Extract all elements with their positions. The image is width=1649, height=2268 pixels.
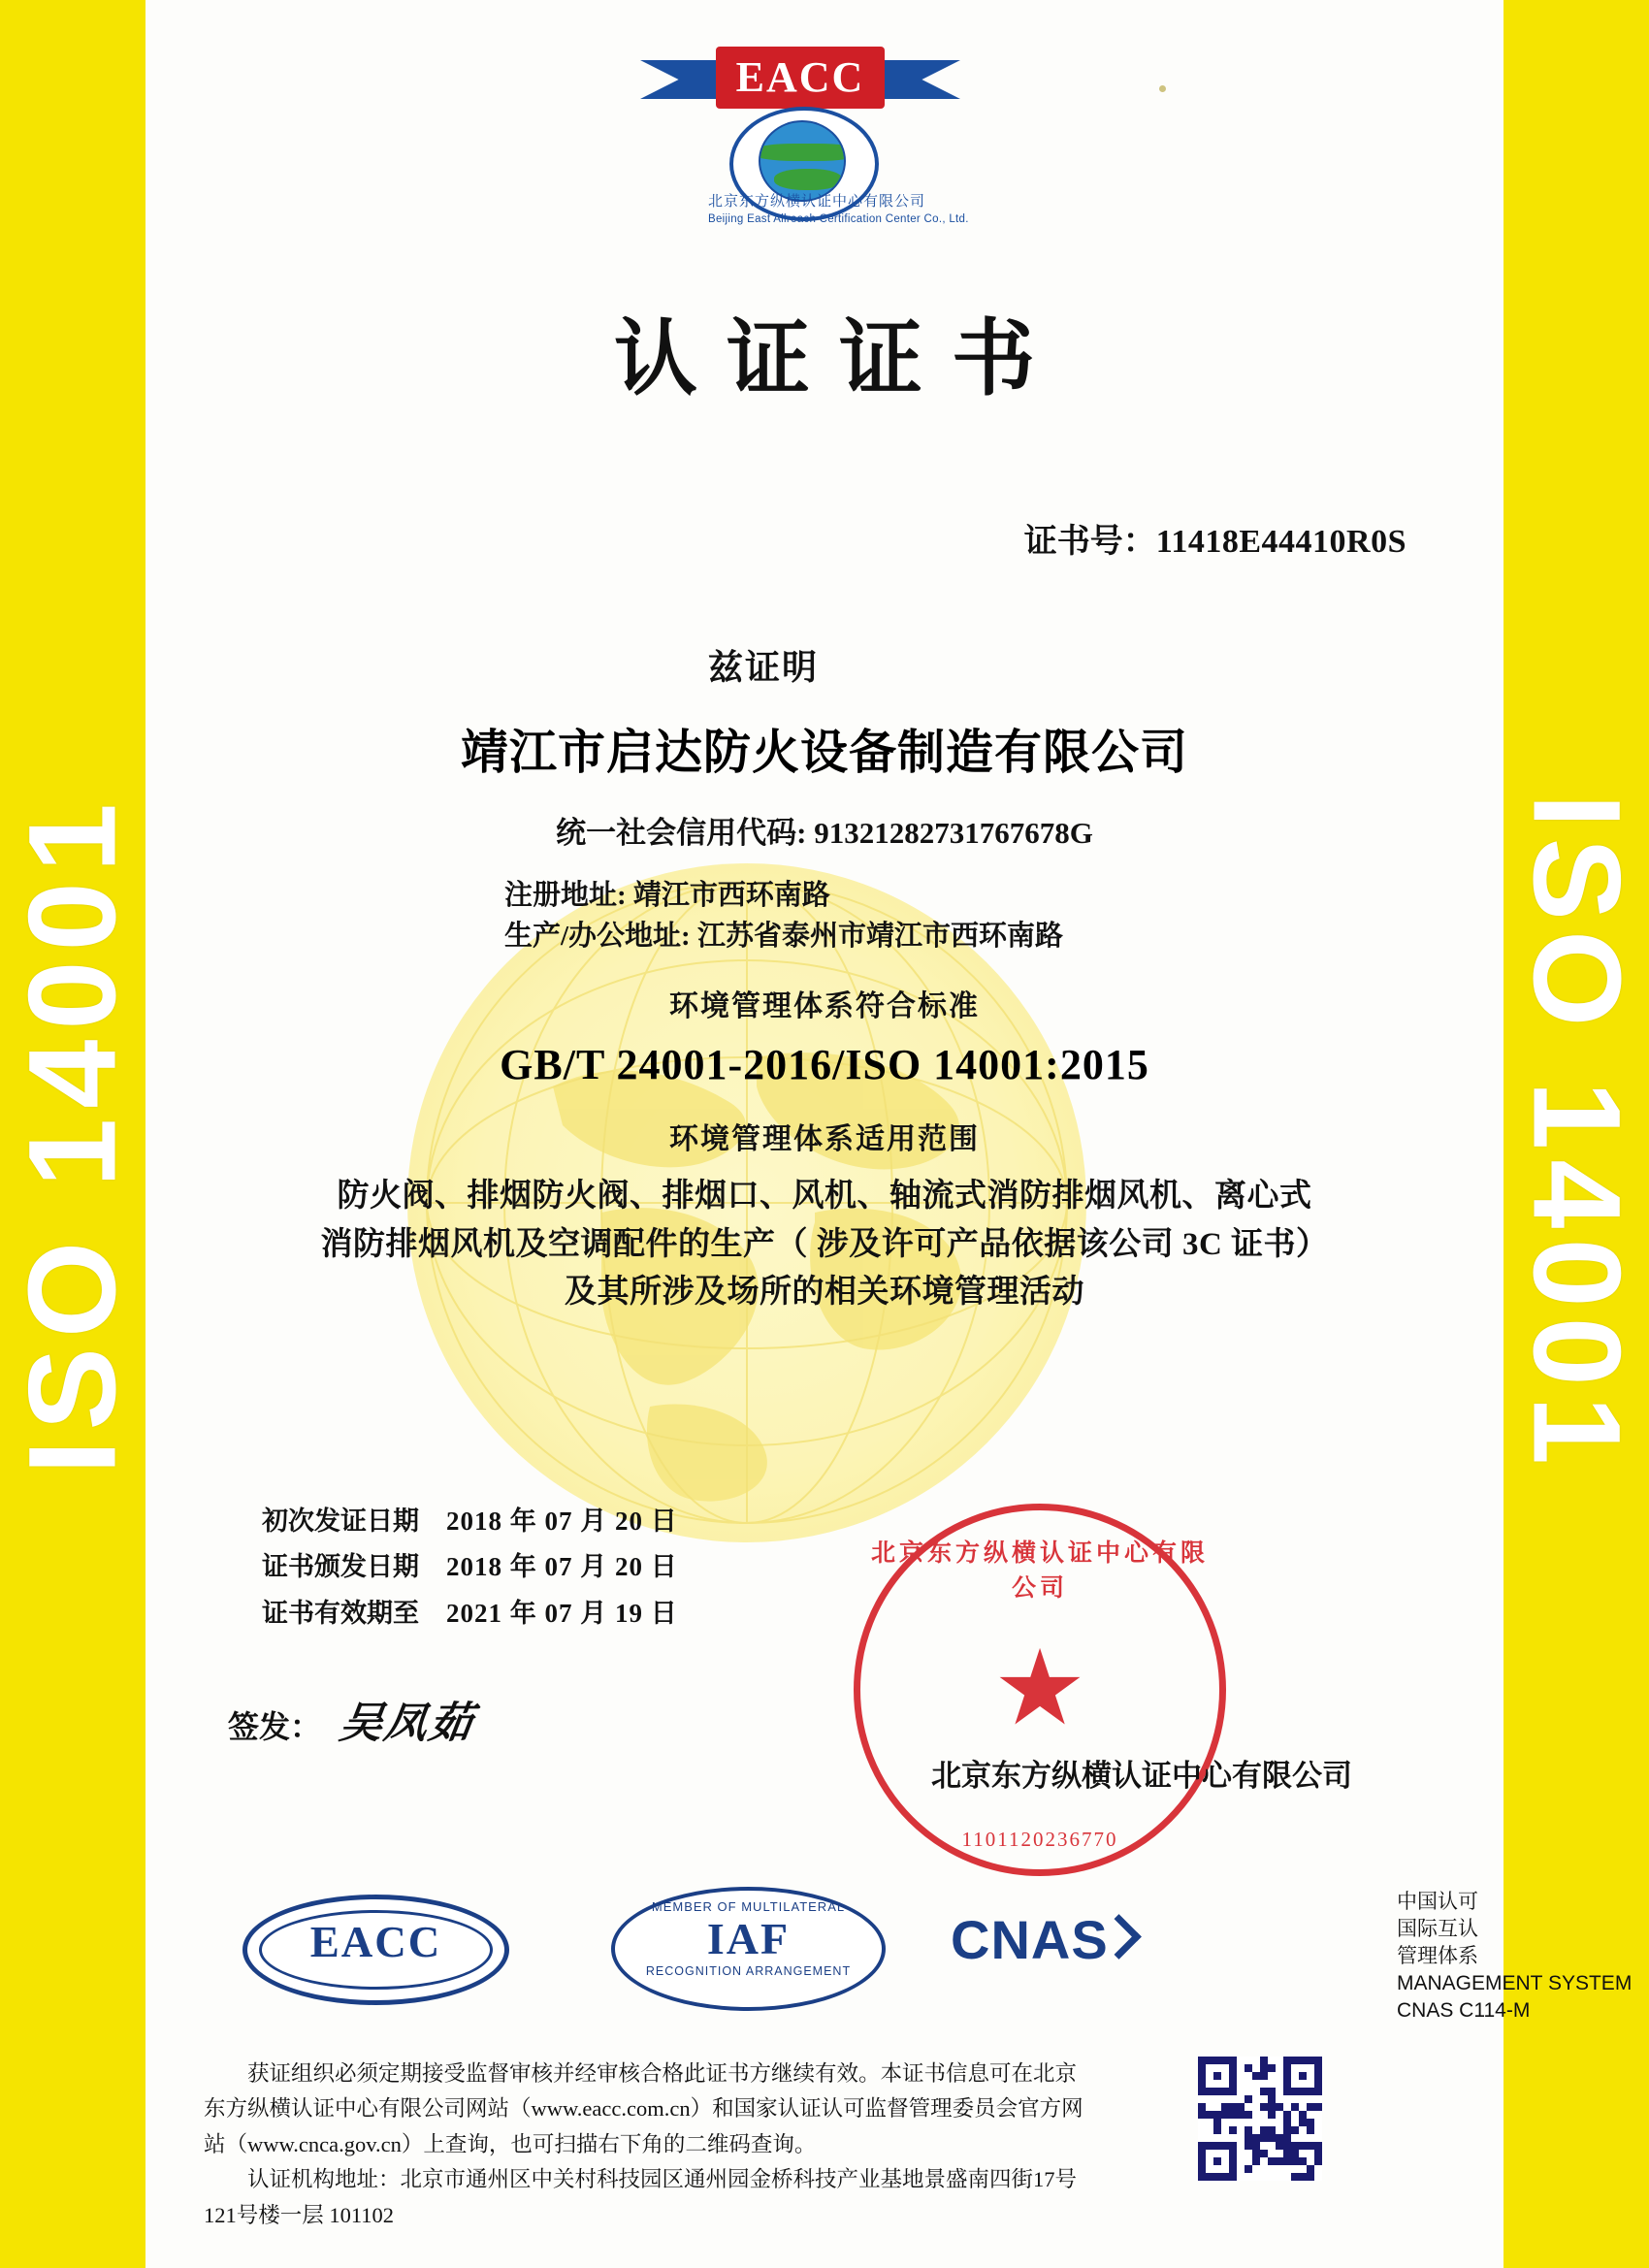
seal-organization-name: 北京东方纵横认证中心有限公司: [870, 1540, 1209, 1602]
iaf-logo: [611, 1887, 886, 2011]
eacc-logo: [640, 47, 969, 241]
certificate-number: [1024, 514, 1406, 562]
certificate-body: [184, 640, 1465, 1317]
cnas-line-3: 管理体系: [1397, 1944, 1478, 1967]
cnas-line-5: CNAS C114-M: [1397, 1998, 1531, 2022]
cnas-line-4: MANAGEMENT SYSTEM: [1397, 1971, 1633, 1994]
eacc-accreditation-logo: [242, 1895, 509, 2005]
logo-english-name: Beijing East Allreach Certification Center Co., Ltd.: [708, 213, 969, 225]
qr-code[interactable]: [1198, 2057, 1322, 2181]
iaf-top-text: MEMBER OF MULTILATERAL: [651, 1899, 846, 1914]
issuing-body-name: 北京东方纵横认证中心有限公司: [931, 1759, 1352, 1793]
cnas-line-1: 中国认可: [1397, 1891, 1478, 1913]
footnote-line-3: 站（www.cnca.gov.cn）上查询，也可扫描右下角的二维码查询。: [204, 2131, 817, 2156]
eacc-wordmark: EACC: [716, 47, 885, 109]
date-label: 证书有效期至: [262, 1598, 419, 1628]
right-band-label: ISO 14001: [1506, 794, 1646, 1474]
globe-badge: [708, 107, 969, 233]
footnote-line-4: 认证机构地址：北京市通州区中关村科技园区通州园金桥科技产业基地景盛南四街17号: [247, 2167, 1078, 2192]
date-list: [262, 1499, 678, 1636]
date-value: 2018 年 07 月 20 日: [446, 1552, 678, 1582]
standard-label: 环境管理体系符合标准: [669, 990, 980, 1023]
date-value: 2018 年 07 月 20 日: [446, 1507, 678, 1536]
left-band-label: ISO 14001: [3, 794, 143, 1474]
star-icon: ★: [992, 1632, 1087, 1747]
date-row-expiry: [262, 1591, 678, 1636]
operation-address: 生产/办公地址: 江苏省泰州市靖江市西环南路: [504, 921, 1063, 953]
iaf-wordmark: IAF: [706, 1914, 791, 1963]
scope-label: 环境管理体系适用范围: [669, 1123, 980, 1156]
certificate-number-label: 证书号：: [1023, 524, 1156, 560]
hereby-label: 兹证明: [708, 648, 820, 687]
qr-code-grid: [1198, 2057, 1322, 2181]
company-name: 靖江市启达防火设备制造有限公司: [460, 726, 1188, 779]
cnas-wordmark: CNAS: [951, 1909, 1109, 1970]
official-seal: [854, 1504, 1226, 1876]
footnote-line-5: 121号楼一层 101102: [204, 2202, 395, 2227]
date-value: 2021 年 07 月 19 日: [446, 1598, 678, 1628]
date-label: 初次发证日期: [262, 1507, 419, 1536]
signature-name: 吴凤茹: [336, 1700, 477, 1747]
logo-chinese-name: 北京东方纵横认证中心有限公司: [708, 193, 926, 210]
page-title: 认证证书: [614, 312, 1064, 405]
certificate-number-value: 11418E44410R0S: [1155, 524, 1406, 560]
footnote-line-2: 东方纵横认证中心有限公司网站（www.eacc.com.cn）和国家认证认可监督管理委员会官方网: [204, 2096, 1083, 2122]
date-label: 证书颁发日期: [262, 1552, 419, 1582]
scope-text: [184, 1173, 1465, 1317]
scope-line-3: 及其所涉及场所的相关环境管理活动: [565, 1275, 1084, 1311]
registered-address: 注册地址: 靖江市西环南路: [504, 880, 830, 911]
footnote: [204, 2057, 1174, 2233]
credit-code: 统一社会信用代码: 91321282731767678G: [556, 816, 1093, 850]
eacc-ribbon-banner: [640, 47, 960, 111]
eacc-accreditation-label: EACC: [259, 1910, 493, 1990]
iaf-bottom-text: RECOGNITION ARRANGEMENT: [645, 1964, 852, 1978]
date-row-issue: [262, 1544, 678, 1590]
accreditation-logos: [242, 1887, 1633, 2022]
standard-value: GB/T 24001-2016/ISO 14001:2015: [500, 1041, 1149, 1089]
seal-code: 1101120236770: [961, 1828, 1118, 1851]
scope-line-1: 防火阀、排烟防火阀、排烟口、风机、轴流式消防排烟风机、离心式: [337, 1179, 1312, 1215]
cnas-description: [1397, 1889, 1632, 2025]
signature-label: 签发：: [228, 1709, 322, 1744]
scope-line-2: 消防排烟风机及空调配件的生产（ 涉及许可产品依据该公司 3C 证书）: [320, 1226, 1329, 1262]
address-block: [184, 875, 1465, 956]
footnote-line-1: 获证组织必须定期接受监督审核并经审核合格此证书方继续有效。本证书信息可在北京: [247, 2061, 1078, 2086]
date-row-first-issue: [262, 1499, 678, 1544]
signature-row: [228, 1688, 477, 1750]
cnas-logo: [951, 1908, 1135, 1971]
scan-artifact-dot: [1159, 85, 1166, 92]
cnas-line-2: 国际互认: [1397, 1917, 1478, 1940]
